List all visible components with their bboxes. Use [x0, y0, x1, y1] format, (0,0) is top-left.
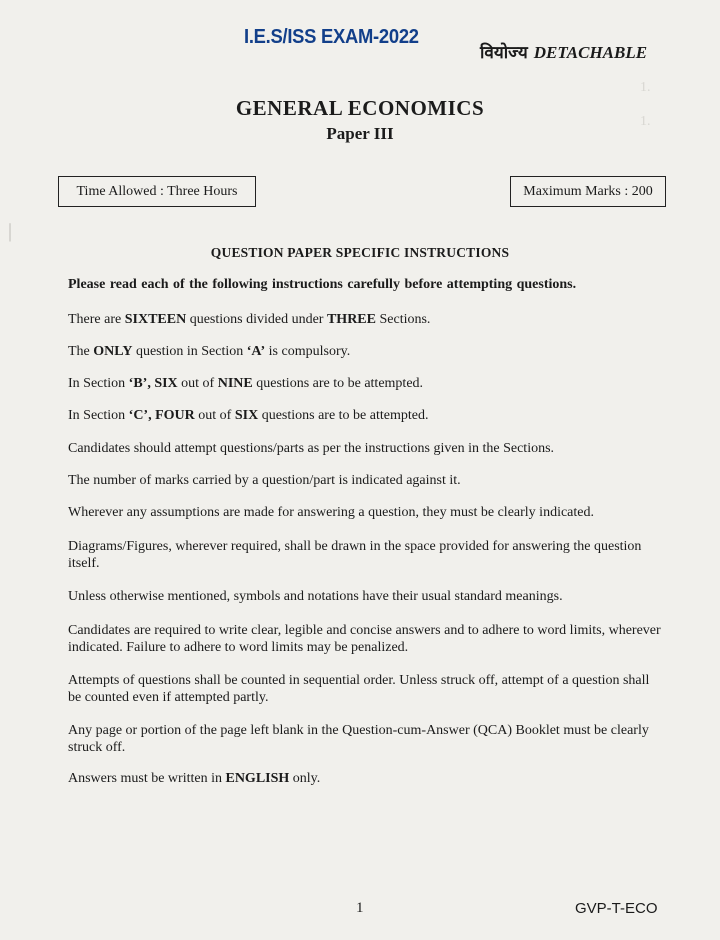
paper-number: Paper III [326, 124, 394, 143]
detachable-label [480, 40, 647, 63]
bleed-through-mark: | [8, 220, 13, 242]
bleed-through-mark: 1. [640, 80, 651, 95]
instruction-item: Diagrams/Figures, wherever required, shall be drawn in the space provided for answering the question itself. [68, 539, 642, 571]
maximum-marks: Maximum Marks : 200 [523, 183, 653, 199]
instruction-item: Wherever any assumptions are made for answering a question, they must be clearly indicated. [68, 505, 594, 520]
instruction-item: Candidates should attempt questions/parts as per the instructions given in the Sections. [68, 441, 555, 456]
instruction-item: There are SIXTEEN questions divided under THREE Sections. [68, 312, 431, 327]
detachable-english: DETACHABLE [533, 43, 648, 62]
instruction-item: Candidates are required to write clear, legible and concise answers and to adhere to word limits, wherever indicated. Failure to adhere to word limits may be penalized. [68, 623, 661, 655]
instruction-item: The number of marks carried by a question/part is indicated against it. [68, 473, 461, 488]
instruction-item: In Section ‘B’, SIX out of NINE questions are to be attempted. [68, 376, 424, 391]
exam-title: I.E.S/ISS EXAM-2022 [244, 26, 419, 48]
instruction-item: In Section ‘C’, FOUR out of SIX questions are to be attempted. [68, 408, 429, 423]
maximum-marks-box [510, 176, 666, 207]
bleed-through-mark: 1. [640, 114, 651, 129]
instructions-heading: QUESTION PAPER SPECIFIC INSTRUCTIONS [210, 245, 510, 260]
subject-title: GENERAL ECONOMICS [235, 96, 485, 120]
page-number: 1 [356, 900, 364, 916]
instruction-item: Attempts of questions shall be counted in sequential order. Unless struck off, attempt of a question shall be counted even if attempted partly. [68, 673, 650, 705]
instruction-item: Answers must be written in ENGLISH only. [68, 771, 321, 786]
instruction-item: Any page or portion of the page left blank in the Question-cum-Answer (QCA) Booklet must be clearly struck off. [68, 723, 649, 755]
paper-code: GVP-T-ECO [575, 900, 658, 917]
time-allowed: Time Allowed : Three Hours [76, 183, 238, 199]
detachable-hindi: वियोज्य [480, 43, 528, 63]
instruction-item: The ONLY question in Section ‘A’ is compulsory. [68, 344, 351, 359]
time-allowed-box [58, 176, 256, 207]
instructions-lead: Please read each of the following instructions carefully before attempting questions. [68, 277, 577, 292]
instruction-item: Unless otherwise mentioned, symbols and notations have their usual standard meanings. [68, 589, 563, 604]
